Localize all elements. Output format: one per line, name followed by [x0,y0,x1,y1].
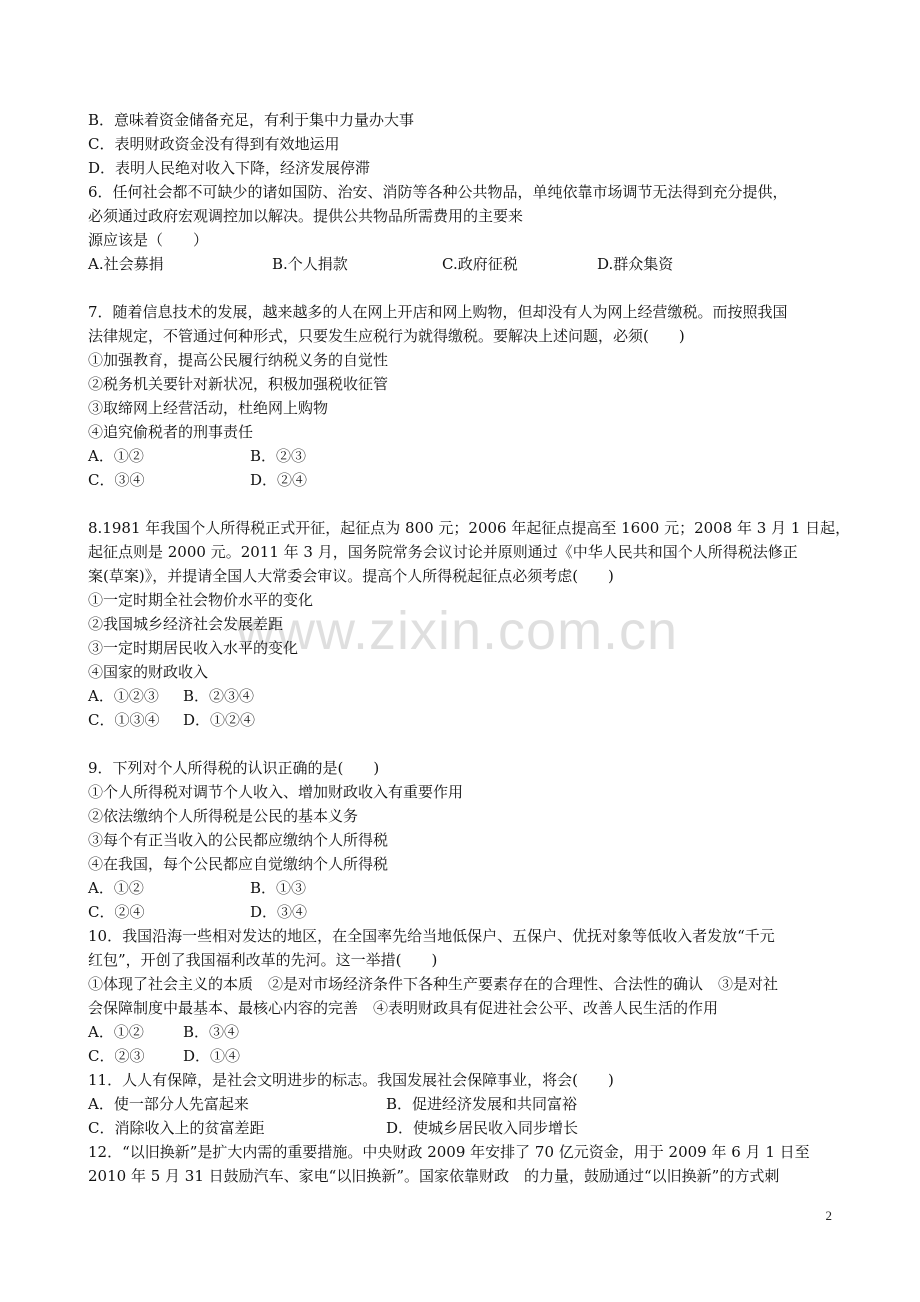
spacer [88,732,840,756]
q10-stem-line-1: 10．我国沿海一些相对发达的地区，在全国率先给当地低保户、五保户、优抚对象等低收入者发放“千元 [88,927,775,945]
q5-option-b: B．意味着资金储备充足，有利于集中力量办大事 [88,111,415,129]
q9-options-row-2 [88,900,840,924]
q8-option-b: B．②③④ [183,687,255,705]
q7-option-a: A．①② [88,447,144,465]
q9-stem: 9．下列对个人所得税的认识正确的是( ) [88,759,380,777]
q6-stem-line-2: 必须通过政府宏观调控加以解决。提供公共物品所需费用的主要来 [88,207,524,225]
q7-stem-line-2: 法律规定，不管通过何种形式，只要发生应税行为就得缴税。要解决上述问题，必须( ) [88,327,685,345]
q10-option-a: A．①② [88,1023,144,1041]
q6-option-d: D.群众集资 [597,255,674,273]
q7-item-1: ①加强教育，提高公民履行纳税义务的自觉性 [88,351,389,369]
q7-options-row-2 [88,468,840,492]
q11-option-c: C．消除收入上的贫富差距 [88,1119,265,1137]
q5-option-c: C．表明财政资金没有得到有效地运用 [88,135,340,153]
q10-option-c: C．②③ [88,1047,145,1065]
page-content [88,108,851,1188]
q8-stem-line-2: 起征点则是 2000 元。2011 年 3 月，国务院常务会议讨论并原则通过《中华人民共和国个人所得税法修正 [88,543,798,561]
q8-options-row-1 [88,684,840,708]
q7-item-4: ④追究偷税者的刑事责任 [88,423,254,441]
q6-stem-line-3: 源应该是（ ） [88,231,209,249]
q11-option-b: B．促进经济发展和共同富裕 [386,1095,578,1113]
q11-options-row-1 [88,1092,840,1116]
q8-item-1: ①一定时期全社会物价水平的变化 [88,591,314,609]
q7-option-d: D．②④ [250,471,308,489]
q5-option-d: D．表明人民绝对收入下降，经济发展停滞 [88,159,371,177]
q10-options-row-2 [88,1044,840,1068]
watermark: www.zixin.com.cn [236,601,679,661]
spacer [88,492,840,516]
q10-option-b: B．③④ [183,1023,240,1041]
q11-option-a: A．使一部分人先富起来 [88,1095,249,1113]
q8-item-4: ④国家的财政收入 [88,663,209,681]
q6-options [88,252,840,276]
q8-item-3: ③一定时期居民收入水平的变化 [88,639,299,657]
q8-stem-line-1: 8.1981 年我国个人所得税正式开征，起征点为 800 元；2006 年起征点提高至 1600 元；2008 年 3 月 1 日起， [88,519,851,537]
q6-option-b: B.个人捐款 [272,255,348,273]
q10-items-line-2: 会保障制度中最基本、最核心内容的完善 ④表明财政具有促进社会公平、改善人民生活的作用 [88,999,719,1017]
q12-stem-line-2: 2010 年 5 月 31 日鼓励汽车、家电“以旧换新”。国家依靠财政 的力量，鼓励通过“以旧换新”的方式刺 [88,1167,780,1185]
q9-item-1: ①个人所得税对调节个人收入、增加财政收入有重要作用 [88,783,464,801]
q9-item-3: ③每个有正当收入的公民都应缴纳个人所得税 [88,831,389,849]
q9-options-row-1 [88,876,840,900]
q10-items-line-1: ①体现了社会主义的本质 ②是对市场经济条件下各种生产要素存在的合理性、合法性的确认 ③是对社 [88,975,779,993]
q7-item-2: ②税务机关要针对新状况，积极加强税收征管 [88,375,389,393]
q9-option-b: B．①③ [250,879,307,897]
page-number: 2 [825,1208,832,1223]
q7-stem-line-1: 7．随着信息技术的发展，越来越多的人在网上开店和网上购物，但却没有人为网上经营缴税。而按照我国 [88,303,788,321]
q9-item-4: ④在我国，每个公民都应自觉缴纳个人所得税 [88,855,389,873]
q7-options-row-1 [88,444,840,468]
q9-option-c: C．②④ [88,903,145,921]
q9-option-d: D．③④ [250,903,308,921]
q8-options-row-2 [88,708,840,732]
q8-option-c: C．①③④ [88,711,160,729]
q9-item-2: ②依法缴纳个人所得税是公民的基本义务 [88,807,359,825]
q6-stem-line-1: 6．任何社会都不可缺少的诸如国防、治安、消防等各种公共物品，单纯依靠市场调节无法得到充分提供， [88,183,788,201]
q8-stem-line-3: 案(草案)》，并提请全国人大常委会审议。提高个人所得税起征点必须考虑( ) [88,567,614,585]
q7-item-3: ③取缔网上经营活动，杜绝网上购物 [88,399,329,417]
q8-item-2: ②我国城乡经济社会发展差距 [88,615,284,633]
spacer [88,276,840,300]
q10-options-row-1 [88,1020,840,1044]
q9-option-a: A．①② [88,879,144,897]
q10-stem-line-2: 红包”，开创了我国福利改革的先河。这一举措( ) [88,951,438,969]
q7-option-c: C．③④ [88,471,145,489]
q10-option-d: D．①④ [183,1047,241,1065]
q11-options-row-2 [88,1116,840,1140]
q11-option-d: D．使城乡居民收入同步增长 [386,1119,579,1137]
q6-option-a: A.社会募捐 [88,255,164,273]
q11-stem: 11．人人有保障，是社会文明进步的标志。我国发展社会保障事业，将会( ) [88,1071,614,1089]
q8-option-d: D．①②④ [183,711,256,729]
q8-option-a: A．①②③ [88,687,159,705]
q12-stem-line-1: 12．“以旧换新”是扩大内需的重要措施。中央财政 2009 年安排了 70 亿元资金，用于 2009 年 6 月 1 日至 [88,1143,810,1161]
q7-option-b: B．②③ [250,447,307,465]
q6-option-c: C.政府征税 [442,255,518,273]
